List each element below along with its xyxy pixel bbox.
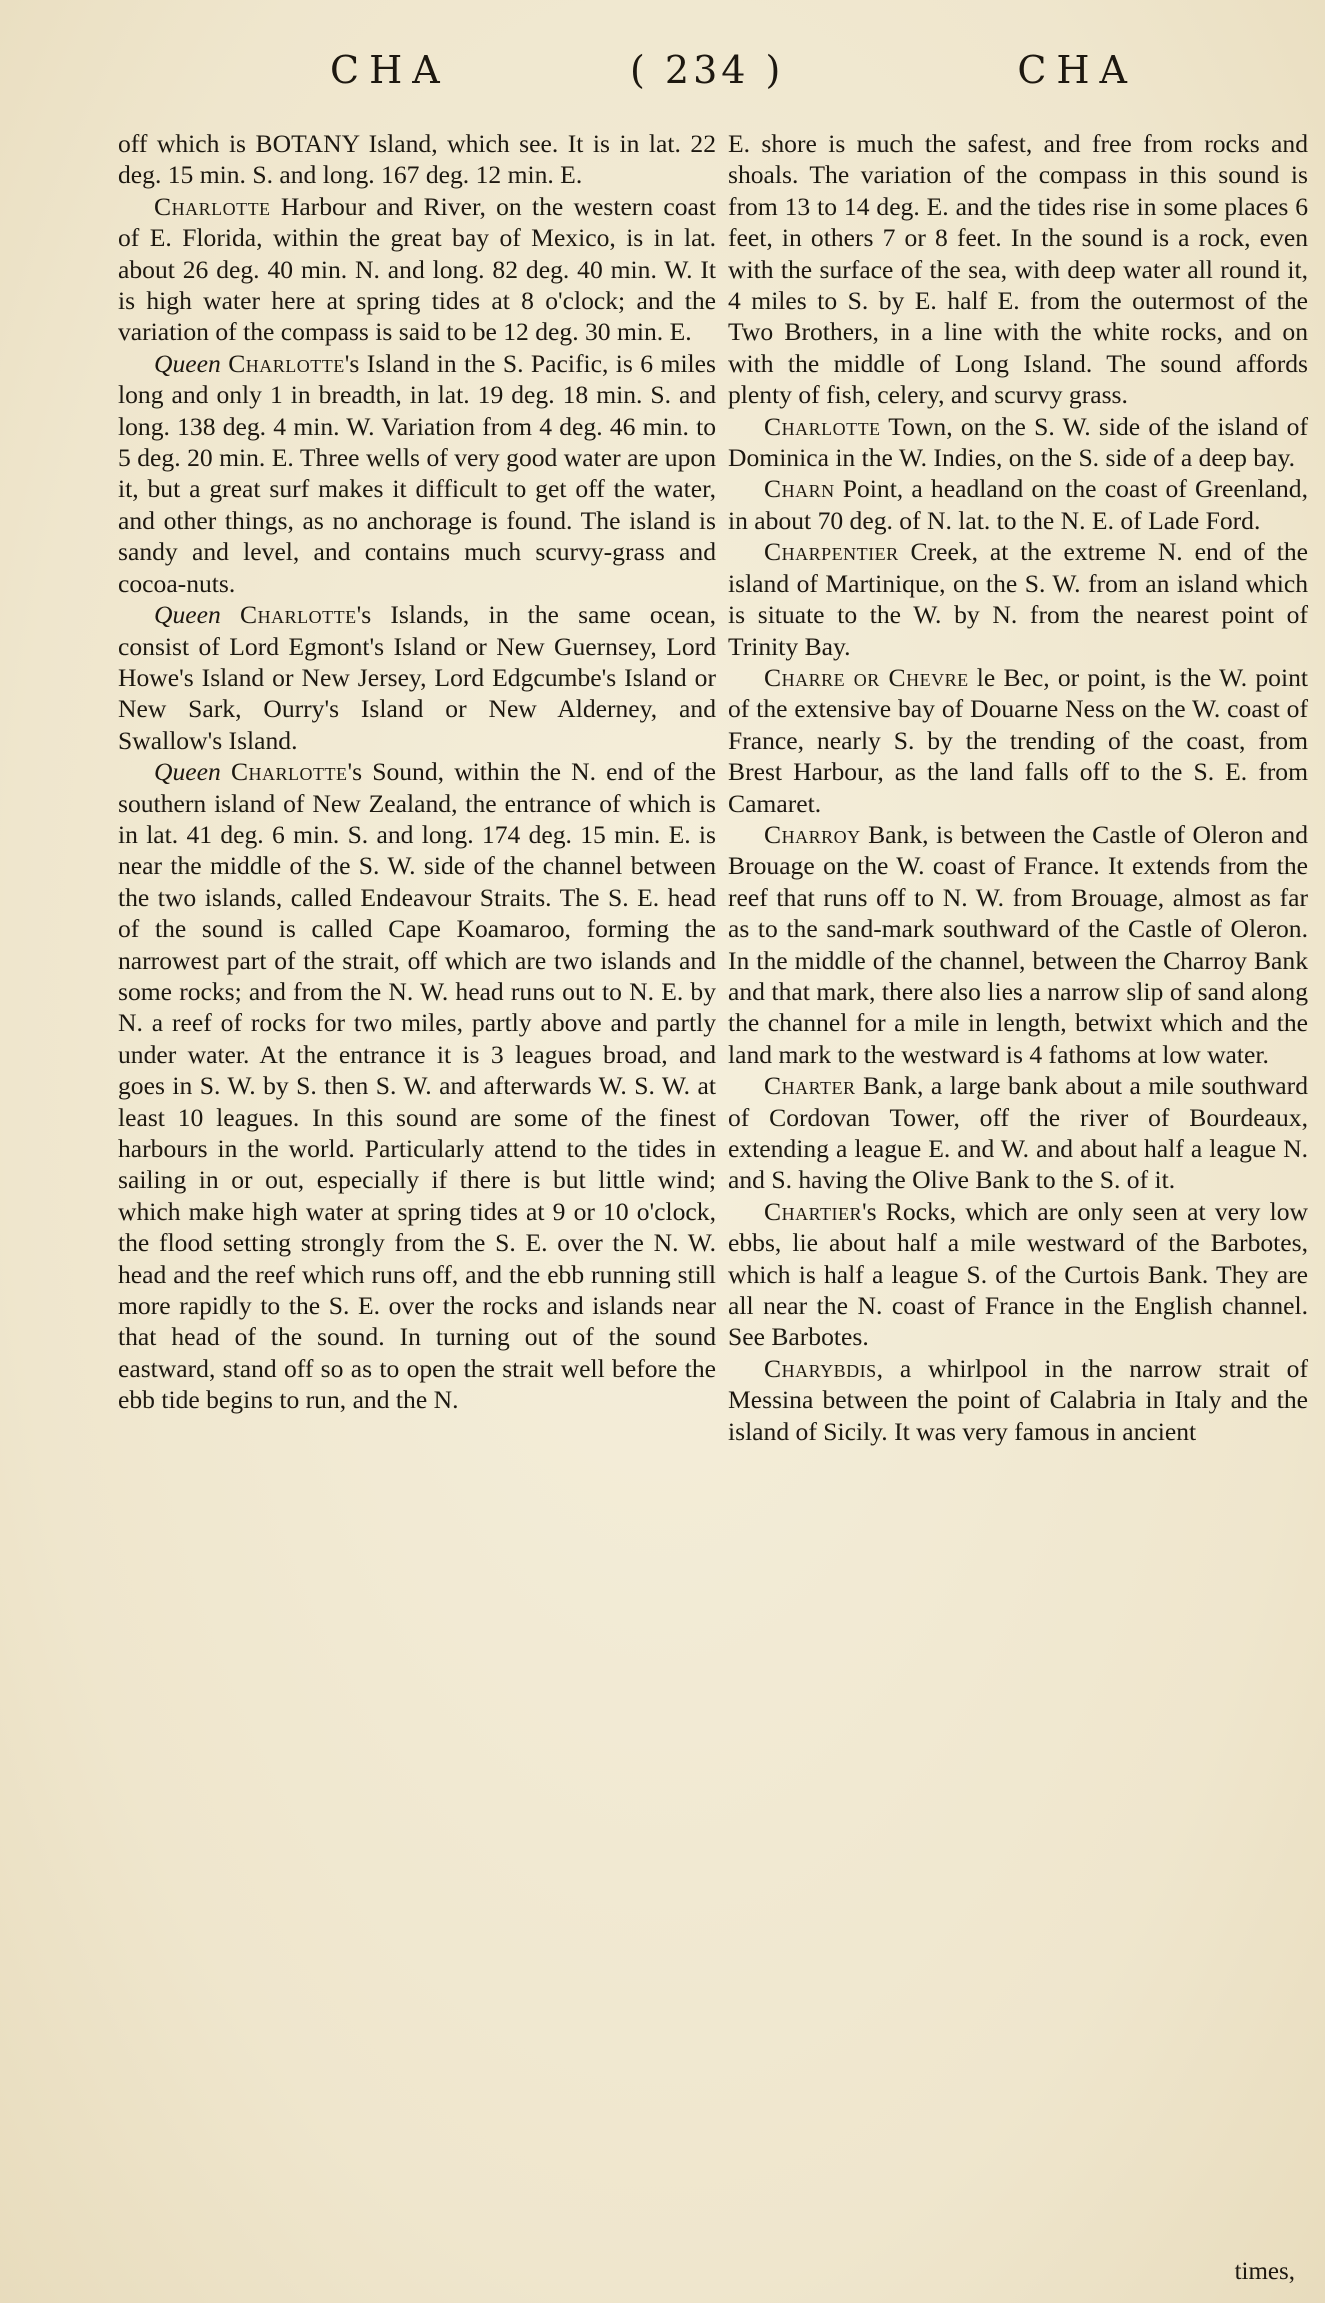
catchword: times, (1234, 2258, 1295, 2285)
entry-paragraph: Queen Charlotte's Sound, within the N. end of the southern island of New Zealand, the entrance of which is in lat. 41 deg. 6 min. S. and long. 174 deg. 15 min. E. is near the middle of the S. W. side of the channel between the two islands, called Endeavour Straits. The S. E. head of the sound is called Cape Koamaroo, forming the narrowest part of the strait, off which are two islands and some rocks; and from the N. W. head runs out to N. E. by N. a reef of rocks for two miles, partly above and partly under water. At the entrance it is 3 leagues broad, and goes in S. W. by S. then S. W. and afterwards W. S. W. at least 10 leagues. In this sound are some of the finest harbours in the world. Particularly attend to the tides in sailing in or out, especially if there is but little wind; which make high water at spring tides at 9 or 10 o'clock, the flood setting strongly from the S. E. over the N. W. head and the reef which runs off, and the ebb running still more rapidly to the S. E. over the rocks and islands near that head of the sound. In turning out of the sound eastward, stand off so as to open the strait well before the ebb tide begins to run, and the N. (118, 757, 717, 1415)
entry-paragraph: Chartier's Rocks, which are only seen at very low ebbs, lie about half a mile westward of the Barbotes, which is half a league S. of the Curtois Bank. They are all near the N. coast of France in the English channel. See Barbotes. (728, 1196, 1308, 1352)
running-head-left: CHA (330, 48, 450, 92)
entry-paragraph: Charlotte Town, on the S. W. side of the island of Dominica in the W. Indies, on the S. side of a deep bay. (728, 411, 1308, 473)
right-column (728, 128, 1308, 1447)
entry-paragraph: Charpentier Creek, at the extreme N. end of the island of Martinique, on the S. W. from an island which is situate to the W. by N. from the nearest point of Trinity Bay. (728, 537, 1308, 661)
entry-paragraph: Charn Point, a headland on the coast of Greenland, in about 70 deg. of N. lat. to the N. E. of Lade Ford. (728, 474, 1308, 535)
entry-paragraph: Charlotte Harbour and River, on the western coast of E. Florida, within the great bay of Mexico, is in lat. about 26 deg. 40 min. N. and long. 82 deg. 40 min. W. It is high water here at spring tides at 8 o'clock; and the variation of the compass is said to be 12 deg. 30 min. E. (118, 191, 716, 347)
running-head-right: CHA (1017, 48, 1137, 92)
entry-paragraph: E. shore is much the safest, and free from rocks and shoals. The variation of the compass in this sound is from 13 to 14 deg. E. and the tides rise in some places 6 feet, in others 7 or 8 feet. In the sound is a rock, even with the surface of the sea, with deep water all round it, 4 miles to S. by E. half E. from the outermost of the Two Brothers, in a line with the white rocks, and on with the middle of Long Island. The sound affords plenty of fish, celery, and scurvy grass. (728, 129, 1308, 410)
entry-paragraph: Charybdis, a whirlpool in the narrow strait of Messina between the point of Calabria in Italy and the island of Sicily. It was very famous in ancient (728, 1353, 1308, 1446)
entry-paragraph: Charter Bank, a large bank about a mile southward of Cordovan Tower, off the river of Bourdeaux, extending a league E. and W. and about half a league N. and S. having the Olive Bank to the S. of it. (728, 1071, 1308, 1195)
entry-paragraph: off which is BOTANY Island, which see. It is in lat. 22 deg. 15 min. S. and long. 167 deg. 12 min. E. (118, 129, 716, 190)
running-head (120, 48, 1205, 108)
entry-paragraph: Queen Charlotte's Islands, in the same ocean, consist of Lord Egmont's Island or New Guernsey, Lord Howe's Island or New Jersey, Lord Edgcumbe's Island or New Sark, Ourry's Island or New Alderney, and Swallow's Island. (118, 600, 716, 755)
left-column (118, 128, 716, 1416)
page-number: ( 234 ) (630, 48, 785, 92)
entry-paragraph: Charre or Chevre le Bec, or point, is the W. point of the extensive bay of Douarne Ness on the W. coast of France, nearly S. by the trending of the coast, from Brest Harbour, as the land falls off to the S. E. from Camaret. (728, 662, 1308, 818)
entry-paragraph: Charroy Bank, is between the Castle of Oleron and Brouage on the W. coast of France. It extends from the reef that runs off to N. W. from Brouage, almost as far as to the sand-mark southward of the Castle of Oleron. In the middle of the channel, between the Charroy Bank and that mark, there also lies a narrow slip of sand along the channel for a mile in length, betwixt which and the land mark to the westward is 4 fathoms at low water. (728, 819, 1308, 1069)
entry-paragraph: Queen Charlotte's Island in the S. Pacific, is 6 miles long and only 1 in breadth, in lat. 19 deg. 18 min. S. and long. 138 deg. 4 min. W. Variation from 4 deg. 46 min. to 5 deg. 20 min. E. Three wells of very good water are upon it, but a great surf makes it difficult to get off the water, and other things, as no anchorage is found. The island is sandy and level, and contains much scurvy-grass and cocoa-nuts. (118, 348, 716, 598)
